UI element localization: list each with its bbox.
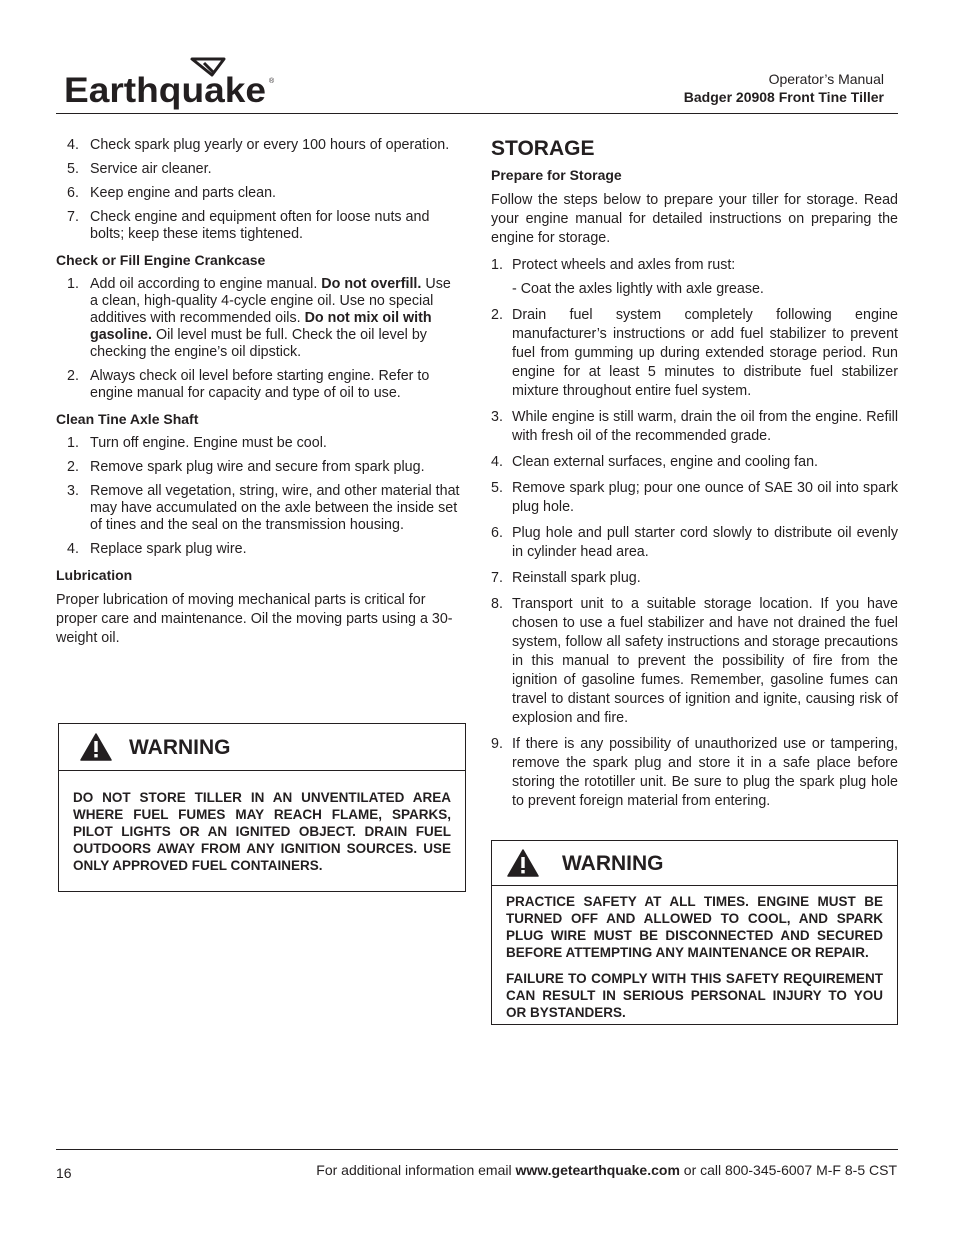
- storage-intro: Follow the steps below to prepare your tiller for storage. Read your engine manual for detailed instructions on preparing the engine for storage.: [491, 192, 898, 246]
- list-item: 3. While engine is still warm, drain the oil from the engine. Refill with fresh oil of the recommended grade.: [491, 409, 898, 444]
- list-item: 7. Check engine and equipment often for loose nuts and bolts; keep these items tightened.: [67, 209, 430, 242]
- lubrication-heading: Lubrication: [56, 567, 133, 583]
- right-column: [491, 137, 898, 818]
- list-item: 1. Add oil according to engine manual. Do not overfill. Use a clean, high-quality 4-cycle engine oil. Use no special additives with recommended oils. Do not mix oil with gasoline. Oil level must be full. Check the oil level by checking the engine’s oil dipstick.: [67, 276, 451, 360]
- list-item: 4. Check spark plug yearly or every 100 hours of operation.: [67, 137, 450, 153]
- list-item: 5. Remove spark plug; pour one ounce of SAE 30 oil into spark plug hole.: [491, 480, 898, 515]
- list-item: 1. Protect wheels and axles from rust:: [491, 257, 736, 273]
- list-item: 9. If there is any possibility of unauthorized use or tampering, remove the spark plug and store it in a safe place before storing the rototiller unit. Be sure to plug the spark plug hole to prevent foreign material from entering.: [491, 736, 898, 809]
- crankcase-heading: Check or Fill Engine Crankcase: [56, 252, 266, 268]
- earthquake-logo: [64, 55, 279, 113]
- list-item: 2. Remove spark plug wire and secure from spark plug.: [67, 459, 425, 475]
- manual-label: Operator’s Manual: [768, 71, 884, 87]
- warning-title: WARNING: [562, 852, 664, 875]
- list-item: 6. Keep engine and parts clean.: [67, 185, 276, 201]
- header-rule: [56, 113, 898, 114]
- list-item: 7. Reinstall spark plug.: [491, 570, 641, 586]
- footer-rule: [56, 1149, 898, 1150]
- maintenance-list: [56, 137, 462, 243]
- warning-header: [492, 841, 897, 886]
- storage-title: STORAGE: [491, 137, 595, 160]
- page-number: 16: [56, 1165, 72, 1181]
- lubrication-text: Proper lubrication of moving mechanical parts is critical for proper care and maintenance. Oil the moving parts using a 30-weight oil.: [56, 592, 453, 646]
- model-label: Badger 20908 Front Tine Tiller: [683, 89, 884, 105]
- prepare-heading: Prepare for Storage: [491, 167, 622, 183]
- warning-triangle-icon: [507, 849, 539, 877]
- list-item: 4. Replace spark plug wire.: [67, 541, 247, 557]
- crankcase-list: [56, 276, 462, 402]
- warning-triangle-icon: [80, 733, 112, 761]
- list-item: 1. Turn off engine. Engine must be cool.: [67, 435, 327, 451]
- list-item: 8. Transport unit to a suitable storage location. If you have chosen to use a fuel stabilizer and have not drained the fuel system, follow all safety instructions and storage precautions in this manual to prevent the possibility of fire from the ignition of gasoline fumes. Remember, gasoline fumes can travel to distant sources of ignition and ignite, causing risk of explosion and fire.: [491, 596, 898, 726]
- warning-body: [492, 886, 897, 1021]
- list-item: 3. Remove all vegetation, string, wire, and other material that may have accumulated on the axle between the inside set of tines and the seal on the transmission housing.: [67, 483, 460, 533]
- left-column: [56, 137, 462, 655]
- sub-list-item: - Coat the axles lightly with axle grease.: [512, 281, 764, 297]
- svg-text:®: ®: [269, 78, 275, 85]
- list-item: 2. Drain fuel system completely following engine manufacturer’s instructions or add fuel stabilizer to prevent fuel from gumming up during extended storage period. Run engine for at least 5 minutes to distribute fuel stabilizer mixture throughout entire fuel system.: [491, 307, 898, 399]
- list-item: 6. Plug hole and pull starter cord slowly to distribute oil evenly in cylinder head area.: [491, 525, 898, 560]
- website-link[interactable]: www.getearthquake.com: [515, 1162, 680, 1178]
- list-item: 5. Service air cleaner.: [67, 161, 212, 177]
- list-item: 4. Clean external surfaces, engine and cooling fan.: [491, 454, 818, 470]
- warning-text: FAILURE TO COMPLY WITH THIS SAFETY REQUIREMENT CAN RESULT IN SERIOUS PERSONAL INJURY TO YOU OR BYSTANDERS.: [506, 971, 883, 1020]
- warning-body: [59, 771, 465, 874]
- tine-axle-list: [56, 435, 462, 558]
- storage-list: [491, 257, 898, 274]
- tine-axle-heading: Clean Tine Axle Shaft: [56, 411, 199, 427]
- logo-text: Earthquake: [64, 71, 266, 110]
- warning-box-fuel: [58, 723, 466, 892]
- list-item: 2. Always check oil level before starting engine. Refer to engine manual for capacity and type of oil to use.: [67, 368, 430, 401]
- warning-box-safety: [491, 840, 898, 1025]
- warning-text: PRACTICE SAFETY AT ALL TIMES. ENGINE MUST BE TURNED OFF AND ALLOWED TO COOL, AND SPARK PLUG WIRE MUST BE DISCONNECTED AND SECURED BEFORE ATTEMPTING ANY MAINTENANCE OR REPAIR.: [506, 894, 883, 960]
- warning-title: WARNING: [129, 736, 231, 759]
- header-info: [684, 70, 884, 106]
- warning-header: [59, 724, 465, 771]
- footer-contact: For additional information email www.getearthquake.com or call 800-345-6007 M-F 8-5 CST: [316, 1162, 897, 1178]
- page-header: [56, 55, 898, 115]
- warning-text: DO NOT STORE TILLER IN AN UNVENTILATED AREA WHERE FUEL FUMES MAY REACH FLAME, SPARKS, PILOT LIGHTS OR AN IGNITED OBJECT. DRAIN FUEL OUTDOORS AWAY FROM ANY IGNITION SOURCES. USE ONLY APPROVED FUEL CONTAINERS.: [73, 790, 451, 873]
- storage-list-continued: [491, 306, 898, 811]
